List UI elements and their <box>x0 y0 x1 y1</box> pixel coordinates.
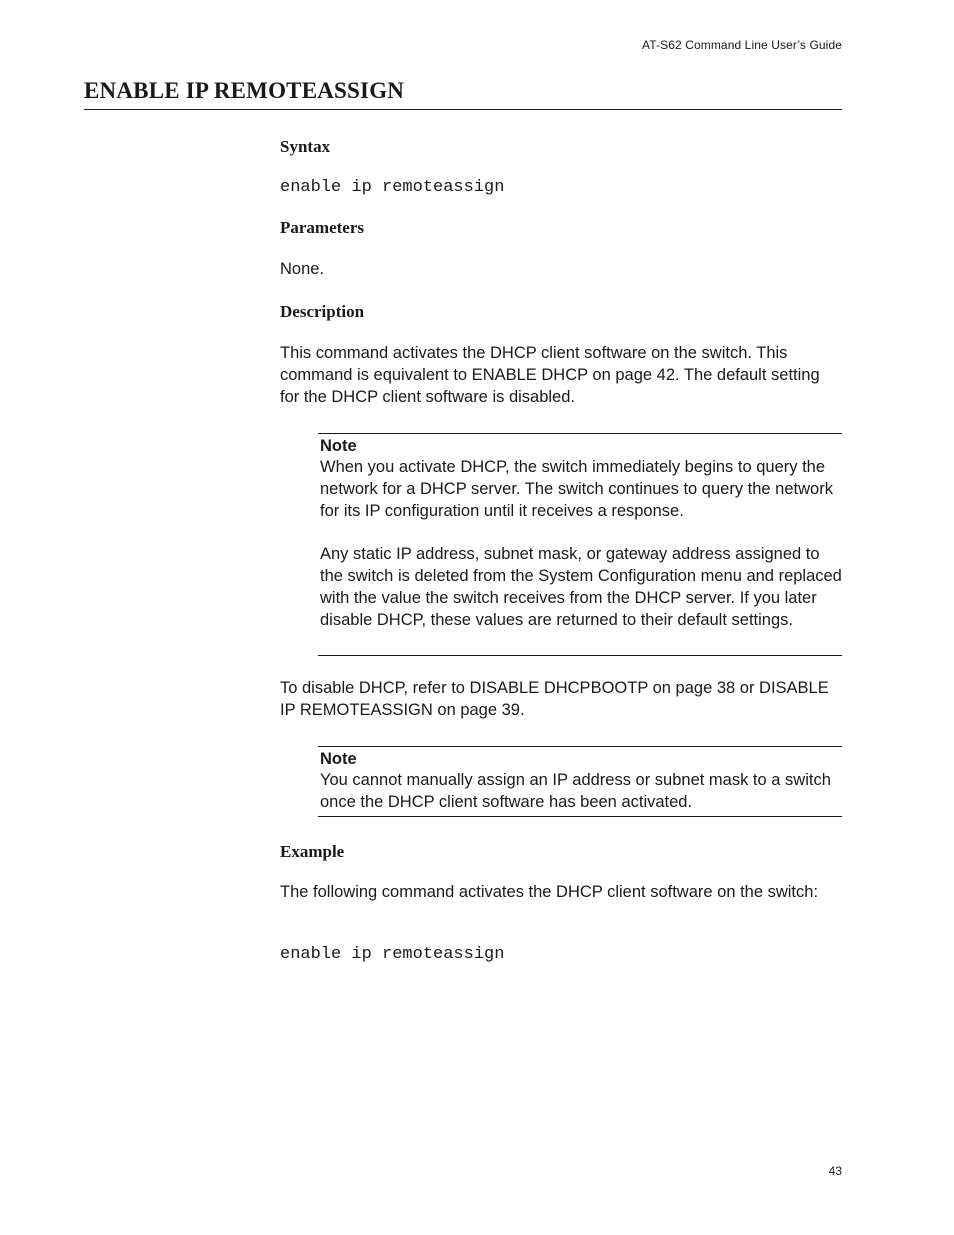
running-header: AT-S62 Command Line User’s Guide <box>642 38 842 52</box>
section-title: ENABLE IP REMOTEASSIGN <box>84 78 842 110</box>
note-paragraph: Any static IP address, subnet mask, or gateway address assigned to the switch is deleted from the System Configuration menu and replaced with the value the switch receives from the DHCP server. If you later disable DHCP, these values are returned to their default settings. <box>320 545 842 629</box>
parameters-text: None. <box>280 260 325 278</box>
note-label: Note <box>320 437 357 455</box>
example-command: enable ip remoteassign <box>280 945 505 964</box>
note-label: Note <box>320 750 357 768</box>
note-box <box>318 433 842 656</box>
disable-dhcp-text: To disable DHCP, refer to DISABLE DHCPBOOTP on page 38 or DISABLE IP REMOTEASSIGN on page 39. <box>280 679 829 719</box>
page-number: 43 <box>828 1164 842 1178</box>
example-text: The following command activates the DHCP client software on the switch: <box>280 883 819 901</box>
note-paragraph: You cannot manually assign an IP address or subnet mask to a switch once the DHCP client software has been activated. <box>320 771 831 811</box>
note-paragraph: When you activate DHCP, the switch immediately begins to query the network for a DHCP server. The switch continues to query the network for its IP configuration until it receives a response. <box>320 458 833 520</box>
syntax-command: enable ip remoteassign <box>280 178 505 197</box>
description-heading: Description <box>280 302 365 321</box>
syntax-heading: Syntax <box>280 137 331 156</box>
example-heading: Example <box>280 842 345 861</box>
parameters-heading: Parameters <box>280 218 365 237</box>
description-text: This command activates the DHCP client software on the switch. This command is equivalent to ENABLE DHCP on page 42. The default setting for the DHCP client software is disabled. <box>280 344 820 406</box>
note-box <box>318 746 842 817</box>
